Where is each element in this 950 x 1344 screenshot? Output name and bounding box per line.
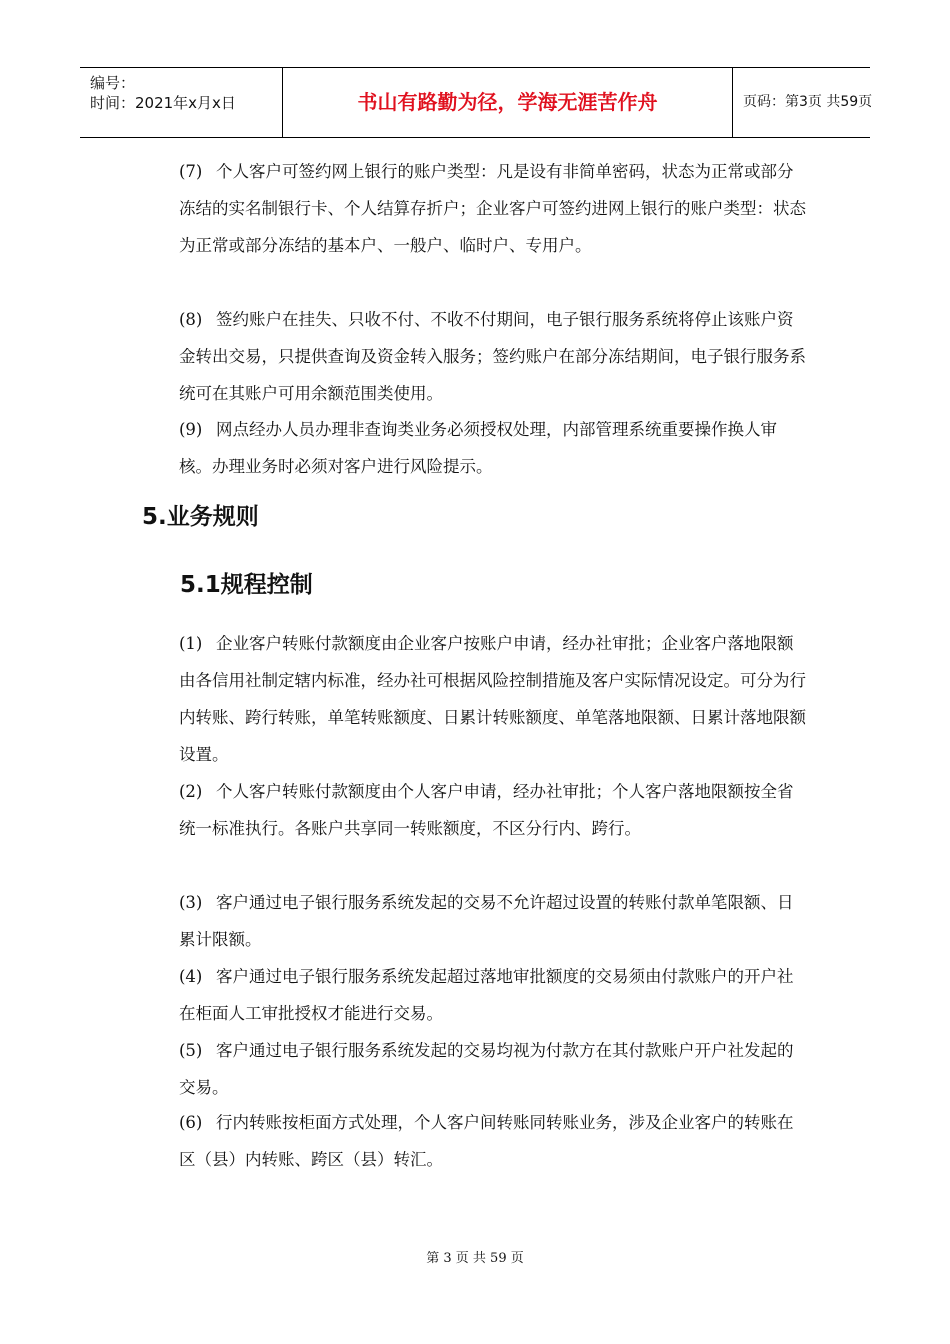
item-text: 个人客户可签约网上银行的账户类型：凡是设有非简单密码，状态为正常或部分冻结的实名制银行卡、个人结算存折户；企业客户可签约进网上银行的账户类型：状态为正常或部分冻结的基本户、一般户、临时户、专用户。 <box>179 162 806 255</box>
time-label: 时间：2021年x月x日 <box>90 94 236 112</box>
list-item <box>179 1032 809 1106</box>
list-item <box>179 411 809 485</box>
page-footer: 第 3 页 共 59 页 <box>426 1251 524 1266</box>
item-number: (8) <box>179 310 203 329</box>
item-number: (4) <box>179 967 203 986</box>
item-number: (3) <box>179 893 203 912</box>
item-text: 客户通过电子银行服务系统发起的交易不允许超过设置的转账付款单笔限额、日累计限额。 <box>179 893 794 949</box>
item-number: (7) <box>179 162 203 181</box>
subsection-title: 5.1规程控制 <box>180 572 313 598</box>
item-number: (9) <box>179 420 203 439</box>
list-item <box>179 1104 809 1178</box>
item-text: 个人客户转账付款额度由个人客户申请，经办社审批；个人客户落地限额按全省统一标准执行。各账户共享同一转账额度，不区分行内、跨行。 <box>179 782 794 838</box>
list-item <box>179 153 809 264</box>
section-title: 5.业务规则 <box>142 504 259 530</box>
item-text: 签约账户在挂失、只收不付、不收不付期间，电子银行服务系统将停止该账户资金转出交易，只提供查询及资金转入服务；签约账户在部分冻结期间，电子银行服务系统可在其账户可用余额范围类使用。 <box>179 310 806 403</box>
item-text: 客户通过电子银行服务系统发起超过落地审批额度的交易须由付款账户的开户社在柜面人工审批授权才能进行交易。 <box>179 967 794 1023</box>
item-text: 客户通过电子银行服务系统发起的交易均视为付款方在其付款账户开户社发起的交易。 <box>179 1041 794 1097</box>
header-page-info: 页码：第3页 共59页 <box>743 94 873 110</box>
list-item <box>179 773 809 847</box>
list-item <box>179 958 809 1032</box>
item-number: (6) <box>179 1113 203 1132</box>
item-text: 行内转账按柜面方式处理，个人客户间转账同转账业务，涉及企业客户的转账在区（县）内转账、跨区（县）转汇。 <box>179 1113 794 1169</box>
code-label: 编号： <box>90 74 136 92</box>
list-item <box>179 301 809 412</box>
header-motto: 书山有路勤为径，学海无涯苦作舟 <box>282 68 733 137</box>
item-text: 企业客户转账付款额度由企业客户按账户申请，经办社审批；企业客户落地限额由各信用社制定辖内标准，经办社可根据风险控制措施及客户实际情况设定。可分为行内转账、跨行转账，单笔转账额度、日累计转账额度、单笔落地限额、日累计落地限额设置。 <box>179 634 806 764</box>
item-number: (1) <box>179 634 203 653</box>
list-item <box>179 884 809 958</box>
item-number: (5) <box>179 1041 203 1060</box>
item-text: 网点经办人员办理非查询类业务必须授权处理，内部管理系统重要操作换人审核。办理业务时必须对客户进行风险提示。 <box>179 420 777 476</box>
item-number: (2) <box>179 782 203 801</box>
list-item <box>179 625 809 773</box>
page-header <box>80 67 873 138</box>
header-meta <box>80 68 282 137</box>
